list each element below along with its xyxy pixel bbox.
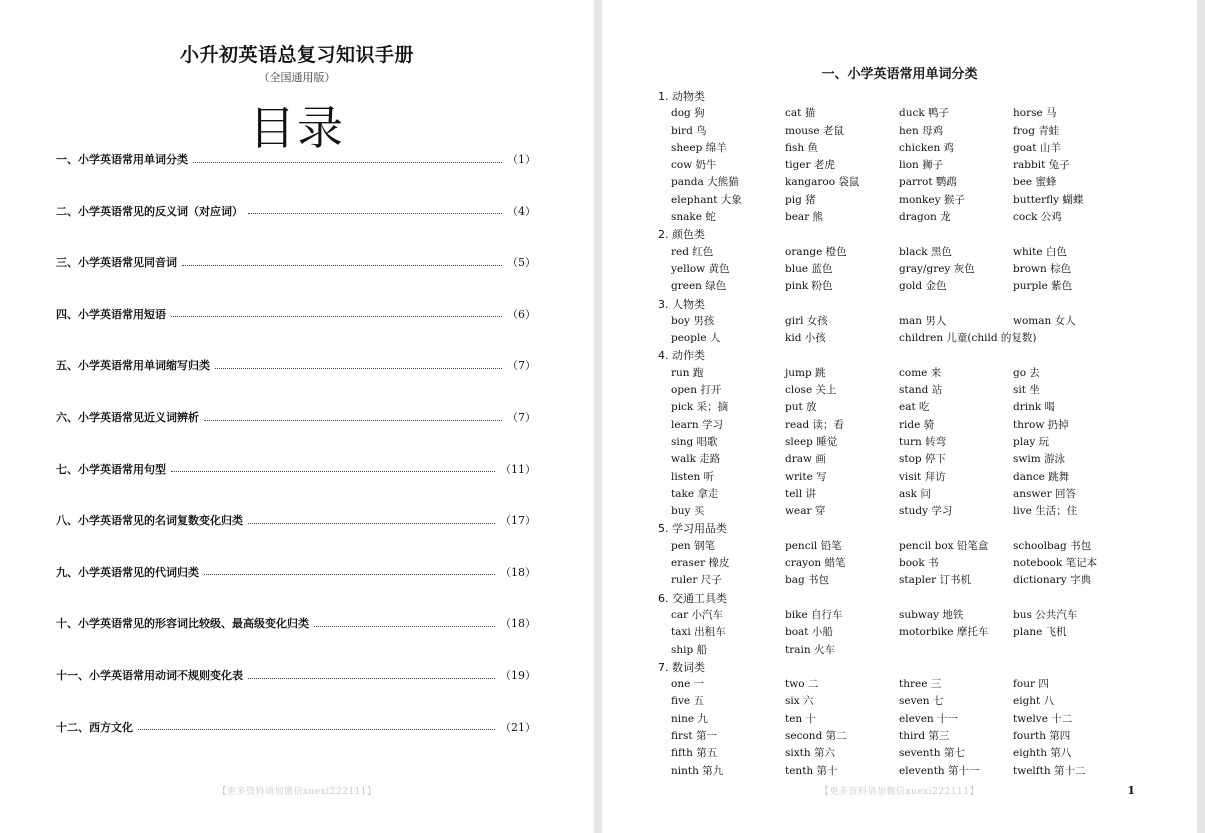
toc-leader-dots (248, 678, 495, 679)
word-entry: nine 九 (671, 712, 708, 725)
word-entry: kangaroo 袋鼠 (785, 176, 860, 189)
word-entry: tell 讲 (785, 487, 816, 500)
word-entry: elephant 大象 (671, 193, 742, 206)
word-entry: eraser 橡皮 (671, 557, 730, 570)
word-entry: learn 学习 (671, 418, 723, 431)
word-entry: pink 粉色 (785, 280, 833, 293)
word-entry: parrot 鹦鹉 (899, 176, 957, 189)
word-entry: sleep 睡觉 (785, 435, 838, 448)
toc-entry[interactable] (56, 718, 536, 736)
word-entry: car 小汽车 (671, 608, 723, 621)
word-row (658, 693, 1158, 710)
word-entry: fish 鱼 (785, 141, 818, 154)
word-entry: boat 小船 (785, 626, 833, 639)
category-heading: 3. 人物类 (658, 297, 705, 311)
toc-entry-page: （11） (500, 462, 536, 476)
toc-entry-page: （18） (500, 565, 536, 579)
word-entry: dragon 龙 (899, 211, 951, 224)
word-entry: jump 跳 (785, 366, 826, 379)
word-row (658, 555, 1158, 572)
word-entry: open 打开 (671, 384, 722, 397)
word-entry: subway 地铁 (899, 608, 964, 621)
word-entry: twelfth 第十二 (1013, 764, 1086, 777)
toc-entry-page: （7） (507, 359, 536, 373)
word-entry: mouse 老鼠 (785, 124, 844, 137)
word-entry: motorbike 摩托车 (899, 626, 989, 639)
word-entry: gray/grey 灰色 (899, 262, 975, 275)
word-entry: fourth 第四 (1013, 729, 1071, 742)
word-row (658, 711, 1158, 728)
word-entry: tenth 第十 (785, 764, 838, 777)
word-entry: twelve 十二 (1013, 712, 1073, 725)
page-number: 1 (1127, 784, 1135, 797)
word-entry: dance 跳舞 (1013, 470, 1070, 483)
word-row (658, 365, 1158, 382)
word-entry: stand 站 (899, 384, 943, 397)
word-entry: first 第一 (671, 729, 717, 742)
word-entry: sing 唱歌 (671, 435, 718, 448)
word-entry: live 生活；住 (1013, 505, 1078, 518)
word-entry: yellow 黄色 (671, 262, 730, 275)
word-row (658, 105, 1158, 122)
toc-entry[interactable] (56, 563, 536, 581)
content-page (602, 0, 1197, 833)
word-entry: walk 走路 (671, 453, 721, 466)
toc-leader-dots (314, 626, 495, 627)
word-entry: train 火车 (785, 643, 835, 656)
word-entry: gold 金色 (899, 280, 947, 293)
toc-entry-page: （6） (507, 307, 536, 321)
word-entry: green 绿色 (671, 280, 727, 293)
word-entry: draw 画 (785, 453, 826, 466)
toc-entry-title: 六、小学英语常见近义词辨析 (56, 411, 199, 424)
toc-entry[interactable] (56, 253, 536, 271)
category-heading: 7. 数词类 (658, 660, 705, 674)
word-entry: plane 飞机 (1013, 626, 1067, 639)
word-entry: goat 山羊 (1013, 141, 1061, 154)
toc-entry[interactable] (56, 305, 536, 323)
word-entry: horse 马 (1013, 107, 1057, 120)
word-entry: eight 八 (1013, 695, 1055, 708)
category-heading: 1. 动物类 (658, 90, 705, 103)
word-row (658, 538, 1158, 555)
word-entry: sit 坐 (1013, 384, 1040, 397)
word-entry: sixth 第六 (785, 747, 835, 760)
word-row (658, 763, 1158, 780)
word-entry: go 去 (1013, 366, 1040, 379)
word-entry: taxi 出租车 (671, 626, 726, 639)
word-entry: wear 穿 (785, 505, 826, 518)
word-entry: six 六 (785, 695, 814, 708)
toc-leader-dots (182, 265, 502, 266)
toc-entry-page: （4） (507, 204, 536, 218)
toc-leader-dots (204, 574, 495, 575)
word-entry: ship 船 (671, 643, 708, 656)
watermark: 【更多资料请加微信xuexi222111】 (819, 787, 979, 797)
word-entry: play 玩 (1013, 435, 1050, 448)
word-entry: schoolbag 书包 (1013, 539, 1092, 552)
word-entry: ride 骑 (899, 418, 935, 431)
watermark: 【更多资料请加微信xuexi222111】 (217, 787, 377, 797)
word-row (658, 469, 1158, 486)
toc-leader-dots (171, 316, 502, 317)
word-entry: three 三 (899, 678, 942, 691)
word-entry: dictionary 字典 (1013, 574, 1092, 587)
word-entry: butterfly 蝴蝶 (1013, 193, 1084, 206)
word-entry: panda 大熊猫 (671, 176, 739, 189)
word-row (658, 607, 1158, 624)
word-row (658, 330, 1158, 347)
toc-heading: 目录 (249, 101, 345, 155)
word-row (658, 261, 1158, 278)
word-entry: pencil box 铅笔盒 (899, 539, 989, 552)
word-entry: crayon 蜡笔 (785, 557, 846, 570)
word-entry: eat 吃 (899, 401, 930, 414)
toc-leader-dots (171, 471, 495, 472)
toc-entry[interactable] (56, 511, 536, 529)
category-heading: 5. 学习用品类 (658, 522, 727, 536)
word-entry: ninth 第九 (671, 764, 724, 777)
word-entry: drink 喝 (1013, 401, 1056, 414)
category-heading: 6. 交通工具类 (658, 591, 727, 605)
word-row (658, 642, 1158, 659)
word-entry: put 放 (785, 401, 817, 414)
word-entry: black 黑色 (899, 245, 952, 258)
toc-entry-page: （17） (500, 514, 536, 528)
word-row (658, 174, 1158, 191)
word-row (658, 417, 1158, 434)
word-entry: chicken 鸡 (899, 141, 955, 154)
word-entry: duck 鸭子 (899, 107, 950, 120)
word-entry: four 四 (1013, 678, 1049, 691)
word-row (658, 209, 1158, 226)
word-entry: boy 男孩 (671, 314, 715, 327)
word-row (658, 676, 1158, 693)
category-heading: 4. 动作类 (658, 349, 705, 363)
word-row (658, 244, 1158, 261)
word-entry: eleven 十一 (899, 712, 959, 725)
word-row (658, 123, 1158, 140)
word-entry: cat 猫 (785, 107, 816, 120)
toc-entry-title: 十一、小学英语常用动词不规则变化表 (56, 669, 243, 682)
word-entry: pencil 铅笔 (785, 539, 842, 552)
word-entry: study 学习 (899, 505, 953, 518)
word-row (658, 745, 1158, 762)
word-entry: two 二 (785, 678, 819, 691)
word-entry: orange 橙色 (785, 245, 847, 258)
word-entry: one 一 (671, 678, 705, 691)
toc-entry-page: （21） (500, 720, 536, 734)
word-entry: seventh 第七 (899, 747, 965, 760)
word-row (658, 624, 1158, 641)
toc-entry-title: 三、小学英语常见同音词 (56, 256, 177, 270)
word-entry: girl 女孩 (785, 314, 828, 327)
word-entry: cow 奶牛 (671, 159, 717, 172)
toc-leader-dots (215, 368, 502, 369)
word-entry: eleventh 第十一 (899, 764, 980, 777)
toc-entry-title: 九、小学英语常见的代词归类 (56, 565, 199, 579)
word-entry: bear 熊 (785, 211, 824, 224)
word-row (658, 382, 1158, 399)
word-entry: eighth 第八 (1013, 747, 1072, 760)
word-entry: purple 紫色 (1013, 280, 1073, 293)
toc-entry-title: 十二、西方文化 (56, 720, 133, 734)
toc-entry[interactable] (56, 356, 536, 374)
toc-leader-dots (138, 729, 495, 730)
word-entry: buy 买 (671, 505, 705, 518)
word-entry: bus 公共汽车 (1013, 608, 1078, 621)
word-entry: stop 停下 (899, 453, 946, 466)
word-entry: bag 书包 (785, 574, 830, 587)
word-entry: frog 青蛙 (1013, 124, 1060, 137)
word-entry: visit 拜访 (899, 470, 946, 483)
word-entry: close 关上 (785, 384, 837, 397)
word-row (658, 140, 1158, 157)
word-entry: come 来 (899, 366, 942, 379)
word-entry: tiger 老虎 (785, 159, 835, 172)
toc-entry[interactable] (56, 460, 536, 478)
toc-entry-title: 七、小学英语常用句型 (56, 462, 166, 476)
word-entry: bike 自行车 (785, 608, 843, 621)
toc-entry[interactable] (56, 202, 536, 220)
word-row (658, 313, 1158, 330)
word-entry (1013, 330, 1127, 347)
word-entry: people 人 (671, 332, 721, 345)
category-heading: 2. 颜色类 (658, 228, 705, 242)
word-entry: pick 采；摘 (671, 401, 729, 414)
toc-entry-page: （7） (507, 411, 536, 424)
toc-entry[interactable] (56, 666, 536, 684)
toc-entry-page: （1） (507, 153, 536, 166)
word-entry: woman 女人 (1013, 314, 1076, 327)
word-entry: third 第三 (899, 729, 950, 742)
word-row (658, 572, 1158, 589)
word-entry: lion 狮子 (899, 159, 944, 172)
word-entry: turn 转弯 (899, 435, 947, 448)
word-entry: children 儿童(child 的复数) (899, 332, 1037, 345)
word-entry: swim 游泳 (1013, 453, 1066, 466)
word-entry: brown 棕色 (1013, 262, 1072, 275)
toc-leader-dots (248, 523, 495, 524)
word-entry: snake 蛇 (671, 211, 716, 224)
toc-page (0, 0, 594, 833)
word-entry: run 跑 (671, 366, 704, 379)
word-list (658, 88, 1158, 780)
word-entry: hen 母鸡 (899, 124, 944, 137)
word-entry: throw 扔掉 (1013, 418, 1069, 431)
word-row (658, 192, 1158, 209)
word-entry (1013, 642, 1127, 659)
toc-leader-dots (204, 420, 502, 421)
word-entry: pig 猪 (785, 193, 816, 206)
toc-entry-title: 二、小学英语常见的反义词（对应词） (56, 204, 243, 218)
word-row (658, 486, 1158, 503)
document-title: 小升初英语总复习知识手册 (179, 44, 414, 66)
toc-entry[interactable] (56, 614, 536, 632)
document-subtitle: （全国通用版） (258, 71, 336, 84)
word-entry: seven 七 (899, 695, 944, 708)
word-entry: notebook 笔记本 (1013, 557, 1098, 570)
word-entry: answer 回答 (1013, 487, 1076, 500)
word-entry: second 第二 (785, 729, 847, 742)
word-entry (899, 642, 1013, 659)
word-entry: man 男人 (899, 314, 947, 327)
toc-entry-page: （18） (500, 617, 536, 631)
word-entry: cock 公鸡 (1013, 211, 1062, 224)
word-entry: five 五 (671, 695, 704, 708)
word-row (658, 728, 1158, 745)
word-entry: fifth 第五 (671, 747, 718, 760)
word-entry: ten 十 (785, 712, 817, 725)
toc-entry[interactable] (56, 408, 536, 426)
toc-leader-dots (248, 213, 502, 214)
word-entry: sheep 绵羊 (671, 141, 727, 154)
word-row (658, 278, 1158, 295)
word-entry: kid 小孩 (785, 332, 826, 345)
toc-entry-page: （5） (507, 256, 536, 270)
word-row (658, 451, 1158, 468)
word-entry: bird 鸟 (671, 124, 707, 137)
word-entry: read 读；看 (785, 418, 845, 431)
toc-entry-title: 四、小学英语常用短语 (56, 307, 166, 321)
word-entry: monkey 猴子 (899, 193, 965, 206)
word-entry: take 拿走 (671, 487, 719, 500)
word-entry: blue 蓝色 (785, 262, 833, 275)
word-entry: bee 蜜蜂 (1013, 176, 1057, 189)
toc-entry-title: 八、小学英语常见的名词复数变化归类 (56, 514, 243, 528)
word-row (658, 399, 1158, 416)
word-entry: write 写 (785, 470, 827, 483)
word-entry: dog 狗 (671, 107, 705, 120)
word-entry: white 白色 (1013, 245, 1067, 258)
word-row (658, 434, 1158, 451)
word-entry: ruler 尺子 (671, 574, 722, 587)
toc-entry[interactable] (56, 150, 536, 168)
section-title: 一、小学英语常用单词分类 (821, 67, 978, 82)
word-entry: ask 问 (899, 487, 931, 500)
toc-entry-title: 十、小学英语常见的形容词比较级、最高级变化归类 (56, 617, 309, 631)
toc-entry-title: 一、小学英语常用单词分类 (56, 153, 188, 166)
toc-entry-page: （19） (500, 669, 536, 682)
word-entry: listen 听 (671, 470, 715, 483)
toc-leader-dots (193, 162, 502, 163)
word-row (658, 157, 1158, 174)
toc-entry-title: 五、小学英语常用单词缩写归类 (56, 359, 210, 373)
word-entry: book 书 (899, 557, 939, 570)
word-entry: rabbit 兔子 (1013, 159, 1070, 172)
word-entry: pen 钢笔 (671, 539, 716, 552)
word-row (658, 503, 1158, 520)
word-entry: stapler 订书机 (899, 574, 972, 587)
word-entry: red 红色 (671, 245, 714, 258)
